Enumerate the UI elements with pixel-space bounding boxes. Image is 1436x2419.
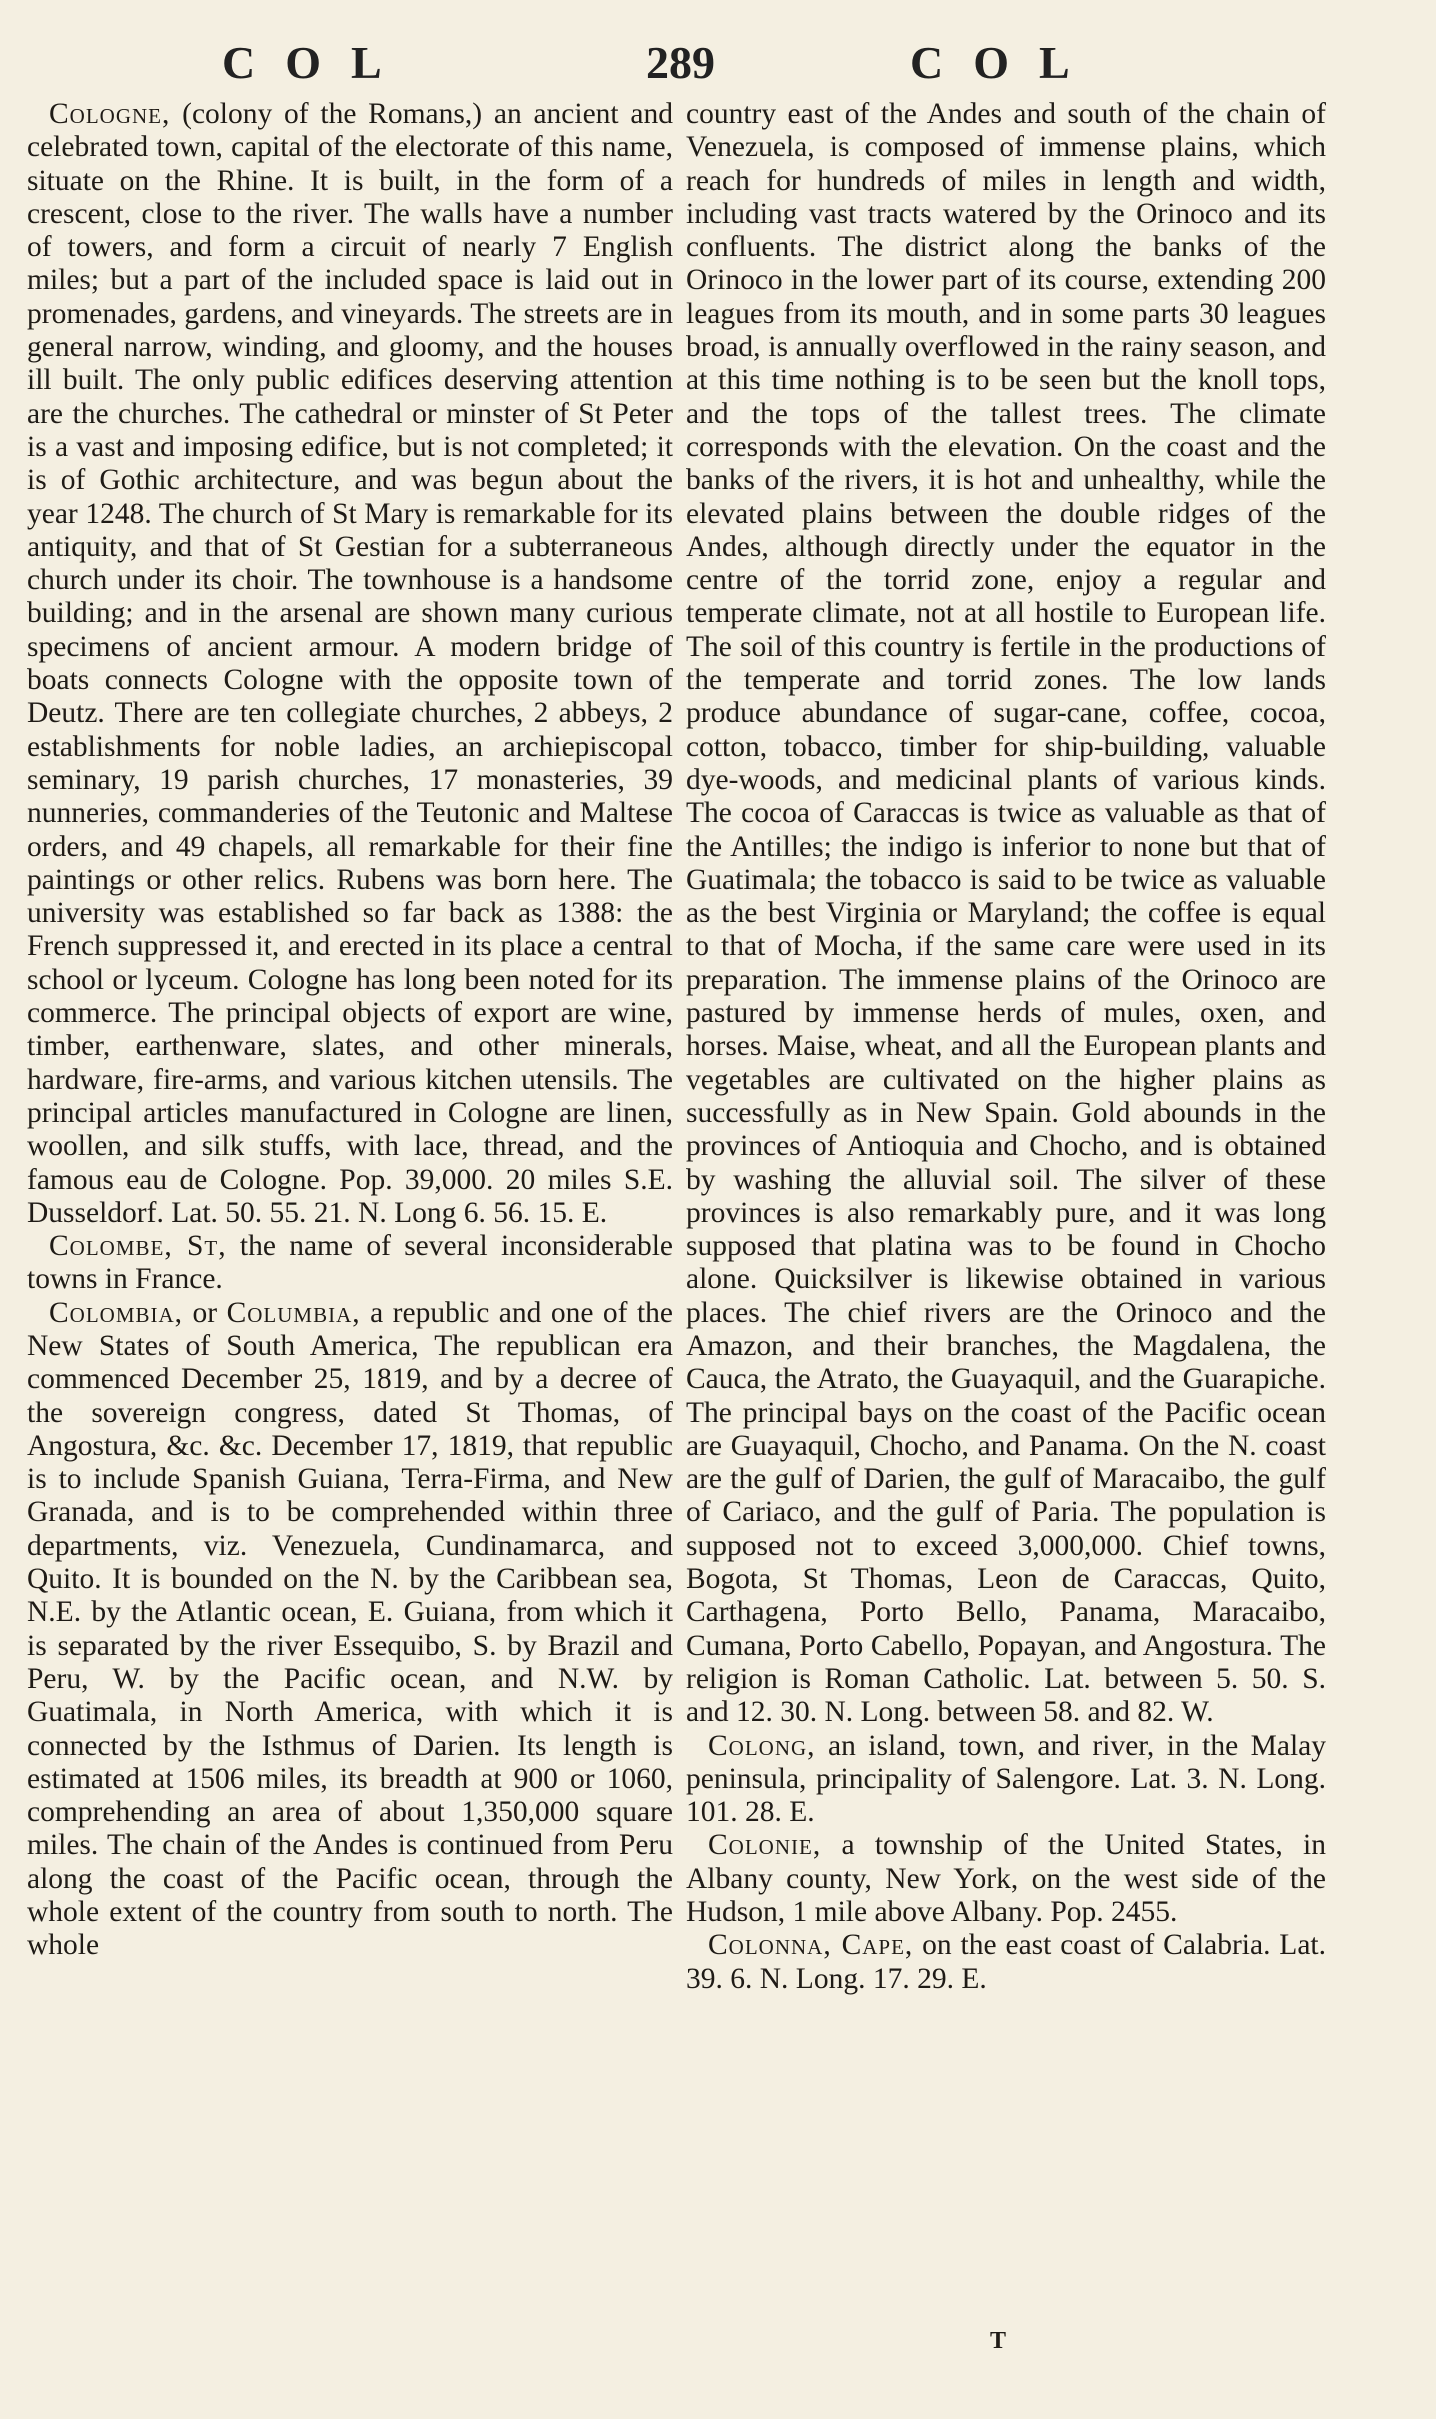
entry-colonie (686, 1829, 1326, 1929)
entry-text: a republic and one of the New States of South America, The republican era commenced December 25, 1819, and by a decree of the sovereign congress, dated St Thomas, of Angostura, &c. &c. December 17, 1819, that republic is to include Spanish Guiana, Terra-Firma, and New Granada, and is to be comprehended within three departments, viz. Venezuela, Cundinamarca, and Quito. It is bounded on the N. by the Caribbean sea, N.E. by the Atlantic ocean, E. Guiana, from which it is separated by the river Essequibo, S. by Brazil and Peru, W. by the Pacific ocean, and N.W. by Guatimala, in North America, with which it is connected by the Isthmus of Darien. Its length is estimated at 1506 miles, its breadth at 900 or 1060, comprehending an area of about 1,350,000 square miles. The chain of the Andes is continued from Peru along the coast of the Pacific ocean, through the whole extent of the country from south to north. The whole (27, 1296, 673, 1962)
running-head-left: COL (222, 37, 412, 88)
entry-headword: Colonie, (708, 1829, 822, 1862)
entry-colombia-continued: country east of the Andes and south of the chain of Venezuela, is composed of immense plains, which reach for hundreds of miles in length and width, including vast tracts watered by the Orinoco and its confluents. The district along the banks of the Orinoco in the lower part of its course, extending 200 leagues from its mouth, and in some parts 30 leagues broad, is annually overflowed in the rainy season, and at this time nothing is to be seen but the knoll tops, and the tops of the tallest trees. The climate corresponds with the elevation. On the coast and the banks of the rivers, it is hot and unhealthy, while the elevated plains between the double ridges of the Andes, although directly under the equator in the centre of the torrid zone, enjoy a regular and temperate climate, not at all hostile to European life. The soil of this country is fertile in the productions of the temperate and torrid zones. The low lands produce abundance of sugar-cane, coffee, cocoa, cotton, tobacco, timber for ship-building, valuable dye-woods, and medicinal plants of various kinds. The cocoa of Caraccas is twice as valuable as that of the Antilles; the indigo is inferior to none but that of Guatimala; the tobacco is said to be twice as valuable as the best Virginia or Maryland; the coffee is equal to that of Mocha, if the same care were used in its preparation. The immense plains of the Orinoco are pastured by immense herds of mules, oxen, and horses. Maise, wheat, and all the European plants and vegetables are cultivated on the higher plains as successfully as in New Spain. Gold abounds in the provinces of Antioquia and Chocho, and is obtained by washing the alluvial soil. The silver of these provinces is also remarkably pure, and it was long supposed that platina was to be found in Chocho alone. Quicksilver is likewise obtained in various places. The chief rivers are the Orinoco and the Amazon, and their branches, the Magdalena, the Cauca, the Atrato, the Guayaquil, and the Guarapiche. The principal bays on the coast of the Pacific ocean are Guayaquil, Chocho, and Panama. On the N. coast are the gulf of Darien, the gulf of Maracaibo, the gulf of Cariaco, and the gulf of Paria. The population is supposed not to exceed 3,000,000. Chief towns, Bogota, St Thomas, Leon de Caraccas, Quito, Carthagena, Porto Bello, Panama, Maracaibo, Cumana, Porto Cabello, Popayan, and Angostura. The religion is Roman Catholic. Lat. between 5. 50. S. and 12. 30. N. Long. between 58. and 82. W. (686, 98, 1326, 1729)
entry-headword-alt: Columbia, (226, 1296, 361, 1329)
entry-connector: or (183, 1296, 227, 1329)
running-head-right: COL (910, 37, 1100, 88)
page-number: 289 (646, 37, 715, 88)
entry-text: a township of the United States, in Albany county, New York, on the west side of the Hudson, 1 mile above Albany. Pop. 2455. (686, 1829, 1326, 1929)
entry-text: the name of several inconsiderable towns in France. (27, 1230, 674, 1296)
entry-text: (colony of the Romans,) an ancient and celebrated town, capital of the electorate of this name, situate on the Rhine. It is built, in the form of a crescent, close to the river. The walls have a number of towers, and form a circuit of nearly 7 English miles; but a part of the included space is laid out in promenades, gardens, and vineyards. The streets are in general narrow, winding, and gloomy, and the houses ill built. The only public edifices deserving attention are the churches. The cathedral or minster of St Peter is a vast and imposing edifice, but is not completed; it is of Gothic architecture, and was begun about the year 1248. The church of St Mary is remarkable for its antiquity, and that of St Gestian for a subterraneous church under its choir. The townhouse is a handsome building; and in the arsenal are shown many curious specimens of ancient armour. A modern bridge of boats connects Cologne with the opposite town of Deutz. There are ten collegiate churches, 2 abbeys, 2 establishments for noble ladies, an archiepiscopal seminary, 19 parish churches, 17 monasteries, 39 nunneries, commanderies of the Teutonic and Maltese orders, and 49 chapels, all remarkable for their fine paintings or other relics. Rubens was born here. The university was established so far back as 1388: the French suppressed it, and erected in its place a central school or lyceum. Cologne has long been noted for its commerce. The principal objects of export are wine, timber, earthenware, slates, and other minerals, hardware, fire-arms, and various kitchen utensils. The principal articles manufactured in Cologne are linen, woollen, and silk stuffs, with lace, thread, and the famous eau de Cologne. Pop. 39,000. 20 miles S.E. Dusseldorf. Lat. 50. 55. 21. N. Long 6. 56. 15. E. (27, 98, 673, 1229)
entry-headword: Cologne, (49, 98, 171, 130)
right-column (686, 98, 1326, 1996)
signature-mark: T (990, 2328, 1007, 2354)
entry-headword: Colombe, St, (49, 1230, 227, 1263)
entry-colonna (686, 1929, 1326, 1996)
entry-headword: Colombia, (49, 1296, 184, 1329)
left-column (27, 98, 673, 1963)
entry-colombe (27, 1230, 673, 1297)
entry-text: an island, town, and river, in the Malay peninsula, principality of Salengore. Lat. 3. N. Long. 101. 28. E. (686, 1729, 1326, 1829)
entry-text: on the east coast of Calabria. Lat. 39. 6. N. Long. 17. 29. E. (686, 1929, 1326, 1995)
entry-colombia (27, 1297, 673, 1963)
entry-cologne (27, 98, 673, 1230)
entry-headword: Colong, (708, 1729, 816, 1762)
entry-headword: Colonna, Cape, (708, 1929, 914, 1962)
entry-colong (686, 1730, 1326, 1830)
